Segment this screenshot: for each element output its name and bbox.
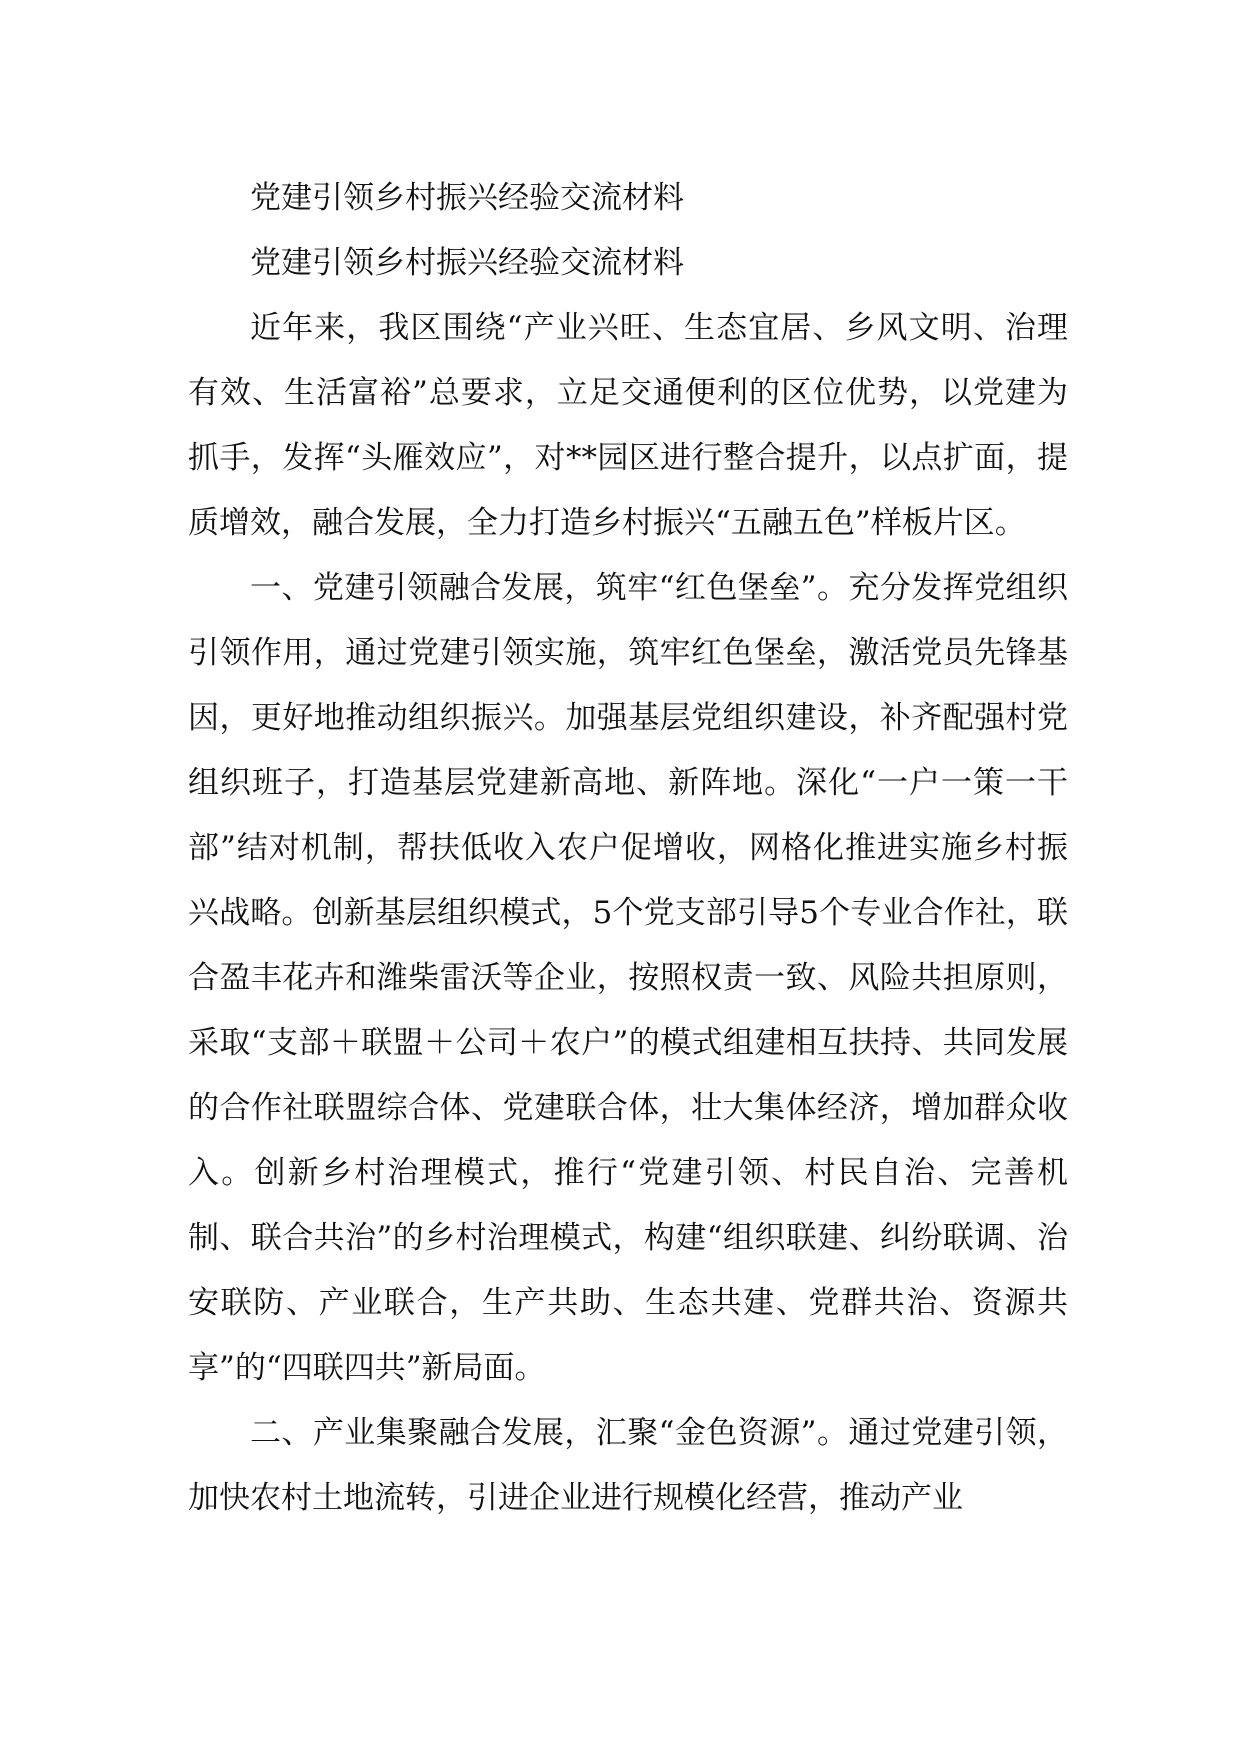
intro-paragraph: 近年来，我区围绕“产业兴旺、生态宜居、乡风文明、治理有效、生活富裕”总要求，立足交通便利的区位优势，以党建为抓手，发挥“头雁效应”，对**园区进行整合提升，以点扩面，提质增效，融合发展，全力打造乡村振兴“五融五色”样板片区。 [188, 310, 1068, 541]
document-body [188, 166, 1068, 1531]
document-title: 党建引领乡村振兴经验交流材料 [250, 180, 684, 216]
section-two-paragraph: 二、产业集聚融合发展，汇聚“金色资源”。通过党建引领，加快农村土地流转，引进企业进行规模化经营，推动产业 [188, 1415, 1068, 1516]
section-one-paragraph: 一、党建引领融合发展，筑牢“红色堡垒”。充分发挥党组织引领作用，通过党建引领实施，筑牢红色堡垒，激活党员先锋基因，更好地推动组织振兴。加强基层党组织建设，补齐配强村党组织班子，打造基层党建新高地、新阵地。深化“一户一策一干部”结对机制，帮扶低收入农户促增收，网格化推进实施乡村振兴战略。创新基层组织模式，5个党支部引导5个专业合作社，联合盈丰花卉和潍柴雷沃等企业，按照权责一致、风险共担原则，采取“支部＋联盟＋公司＋农户”的模式组建相互扶持、共同发展的合作社联盟综合体、党建联合体，壮大集体经济，增加群众收入。创新乡村治理模式，推行“党建引领、村民自治、完善机制、联合共治”的乡村治理模式，构建“组织联建、纠纷联调、治安联防、产业联合，生产共助、生态共建、党群共治、资源共享”的“四联四共”新局面。 [188, 570, 1068, 1386]
document-subtitle: 党建引领乡村振兴经验交流材料 [250, 245, 684, 281]
